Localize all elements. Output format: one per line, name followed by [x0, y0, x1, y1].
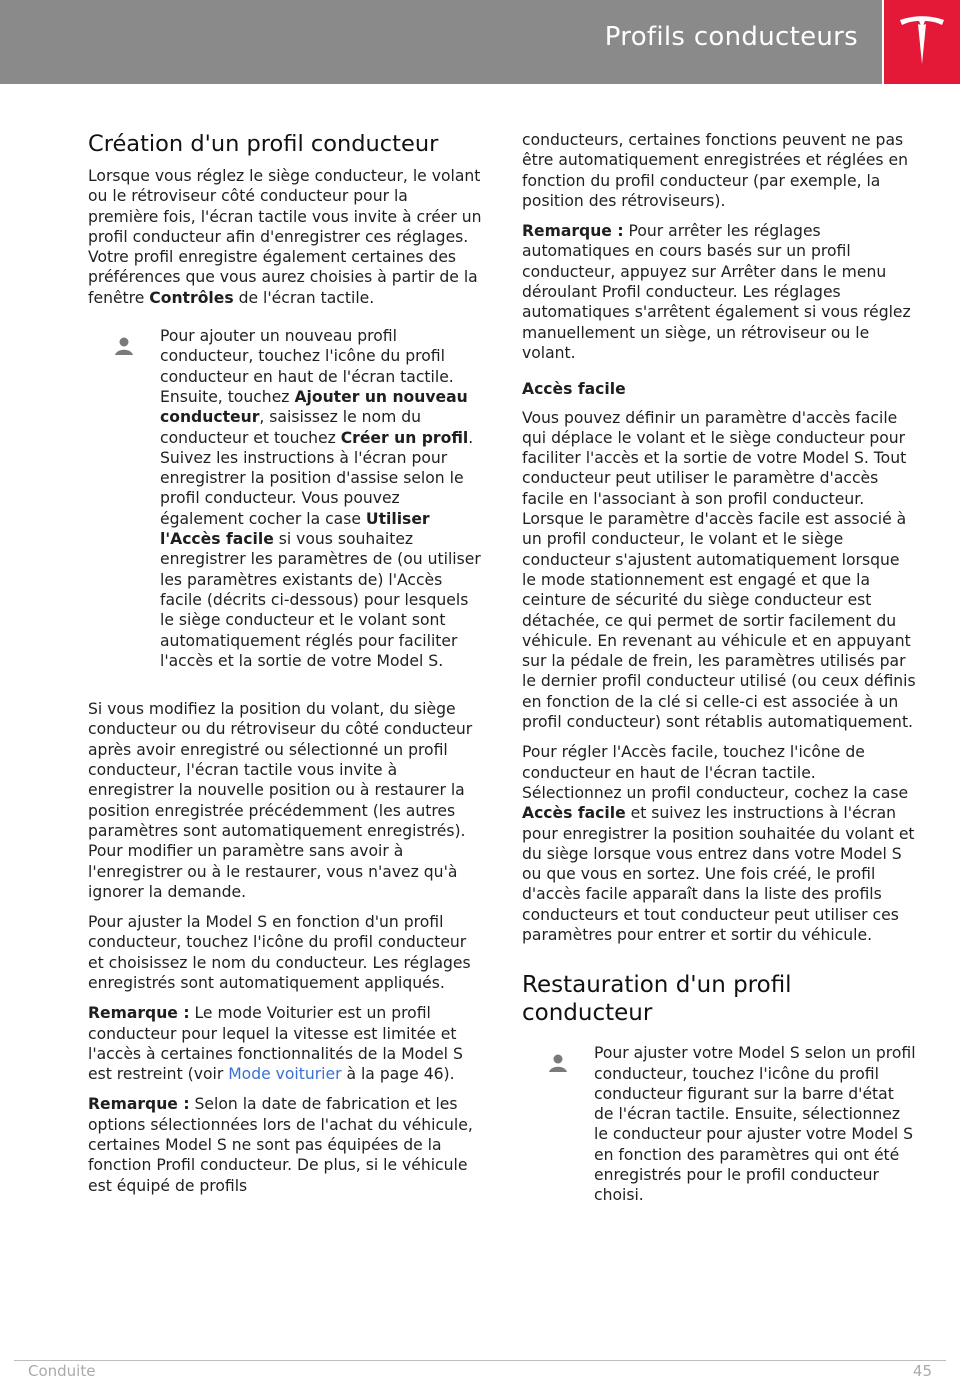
modify-position-paragraph: Si vous modifiez la position du volant, du siège conducteur ou du rétroviseur du côté conducteur après avoir enregistré ou sélectionné un profil conducteur, l'écran tactile vous invite à enregistrer la nouvelle position ou à restaurer la position enregistrée précédemment (les autres paramètres sont automatiquement enregistrés). Pour modifier un paramètre sans avoir à l'enregistrer ou à le restaurer, vous n'avez qu'à ignorer la demande.: [88, 700, 473, 901]
easy-entry-setup-paragraph: Pour régler l'Accès facile, touchez l'icône de conducteur en haut de l'écran tactile. Sélectionnez un profil conducteur, cochez la case Accès facile et suivez les instructions à l'écran pour enregistrer la position souhaitée du volant et du siège lorsque vous entrez dans votre Model S ou que vous en sortez. Une fois créé, le profil d'accès facile apparaît dans la liste des profils conducteurs et tout conducteur peut utiliser ces paramètres pour entrer et sortir du véhicule.: [522, 743, 915, 944]
valet-mode-link[interactable]: Mode voiturier: [228, 1065, 342, 1084]
subheading-easy-entry: Accès facile: [522, 380, 626, 399]
footer-divider: [14, 1360, 946, 1361]
driver-profile-icon: [114, 336, 134, 356]
add-profile-note: [88, 326, 482, 671]
section-heading-creation: Création d'un profil conducteur: [88, 131, 439, 157]
restore-profile-note-text: Pour ajuster votre Model S selon un profil conducteur, touchez l'icône du profil conducteur figurant sur la barre d'état de l'écran tactile. Ensuite, sélectionnez le conducteur pour ajuster votre Model S en fonction des paramètres qui ont été enregistrés pour le profil conducteur choisi.: [594, 1044, 916, 1205]
note-stop-adjustments: Remarque : Pour arrêter les réglages automatiques en cours basés sur un profil conducteur, appuyez sur Arrêter dans le menu déroulant Profil conducteur. Les réglages automatiques s'arrêtent également si vous réglez manuellement un siège, un rétroviseur ou le volant.: [522, 222, 911, 362]
add-profile-note-text: Pour ajouter un nouveau profil conducteur, touchez l'icône du profil conducteur en haut de l'écran tactile. Ensuite, touchez Ajouter un nouveau conducteur, saisissez le nom du conducteur et touchez Créer un profil. Suivez les instructions à l'écran pour enregistrer la position d'assise selon le profil conducteur. Vous pouvez également cocher la case Utiliser l'Accès facile si vous souhaitez enregistrer les paramètres de (ou utiliser les paramètres existants de) l'Accès facile (décrits ci-dessous) pour lesquels le siège conducteur et le volant sont automatiquement réglés pour faciliter l'accès et la sortie de votre Model S.: [160, 327, 481, 670]
tesla-logo-icon: [898, 16, 946, 66]
continued-paragraph: conducteurs, certaines fonctions peuvent ne pas être automatiquement enregistrées et réglées en fonction du profil conducteur (par exemple, la position des rétroviseurs).: [522, 131, 908, 210]
restore-profile-note: [522, 1043, 916, 1205]
note-valet-mode: Remarque : Le mode Voiturier est un profil conducteur pour lequel la vitesse est limitée et l'accès à certaines fonctionnalités de la Model S est restreint (voir Mode voiturier à la page 46).: [88, 1004, 463, 1084]
footer-page-number: 45: [912, 1362, 932, 1380]
brand-logo: [884, 0, 960, 84]
footer-section-label: Conduite: [28, 1362, 96, 1380]
easy-entry-paragraph: Vous pouvez définir un paramètre d'accès facile qui déplace le volant et le siège conducteur pour faciliter l'accès et la sortie de votre Model S. Tout conducteur peut utiliser le paramètre d'accès facile en l'associant à son profil conducteur. Lorsque le paramètre d'accès facile est associé à un profil conducteur, le volant et le siège conducteur s'ajustent automatiquement lorsque le mode stationnement est engagé et que la ceinture de sécurité du siège conducteur est détachée, ce qui permet de sortir facilement du véhicule. En revenant au véhicule et en appuyant sur la pédale de frein, les paramètres utilisés par le dernier profil conducteur utilisé (ou ceux définis en fonction de la clé si celle-ci est associée à un profil conducteur) sont rétablis automatiquement.: [522, 408, 916, 732]
adjust-profile-paragraph: Pour ajuster la Model S en fonction d'un profil conducteur, touchez l'icône du profil conducteur et choisissez le nom du conducteur. Les réglages enregistrés sont automatiquement appliqués.: [88, 913, 471, 992]
intro-paragraph: Lorsque vous réglez le siège conducteur, le volant ou le rétroviseur côté conducteur pour la première fois, l'écran tactile vous invite à créer un profil conducteur afin d'enregistrer ces réglages. Votre profil enregistre également certaines des préférences que vous aurez choisies à partir de la fenêtre Contrôles de l'écran tactile.: [88, 167, 482, 307]
note-availability: Remarque : Selon la date de fabrication et les options sélectionnées lors de l'achat du véhicule, certaines Model S ne sont pas équipées de la fonction Profil conducteur. De plus, si le véhicule est équipé de profils: [88, 1095, 473, 1195]
page-title: Profils conducteurs: [604, 22, 858, 52]
driver-profile-icon: [548, 1053, 568, 1073]
section-heading-restore: Restauration d'un profil conducteur: [522, 972, 792, 1027]
right-column: [522, 130, 916, 1234]
left-column: [88, 130, 482, 1206]
